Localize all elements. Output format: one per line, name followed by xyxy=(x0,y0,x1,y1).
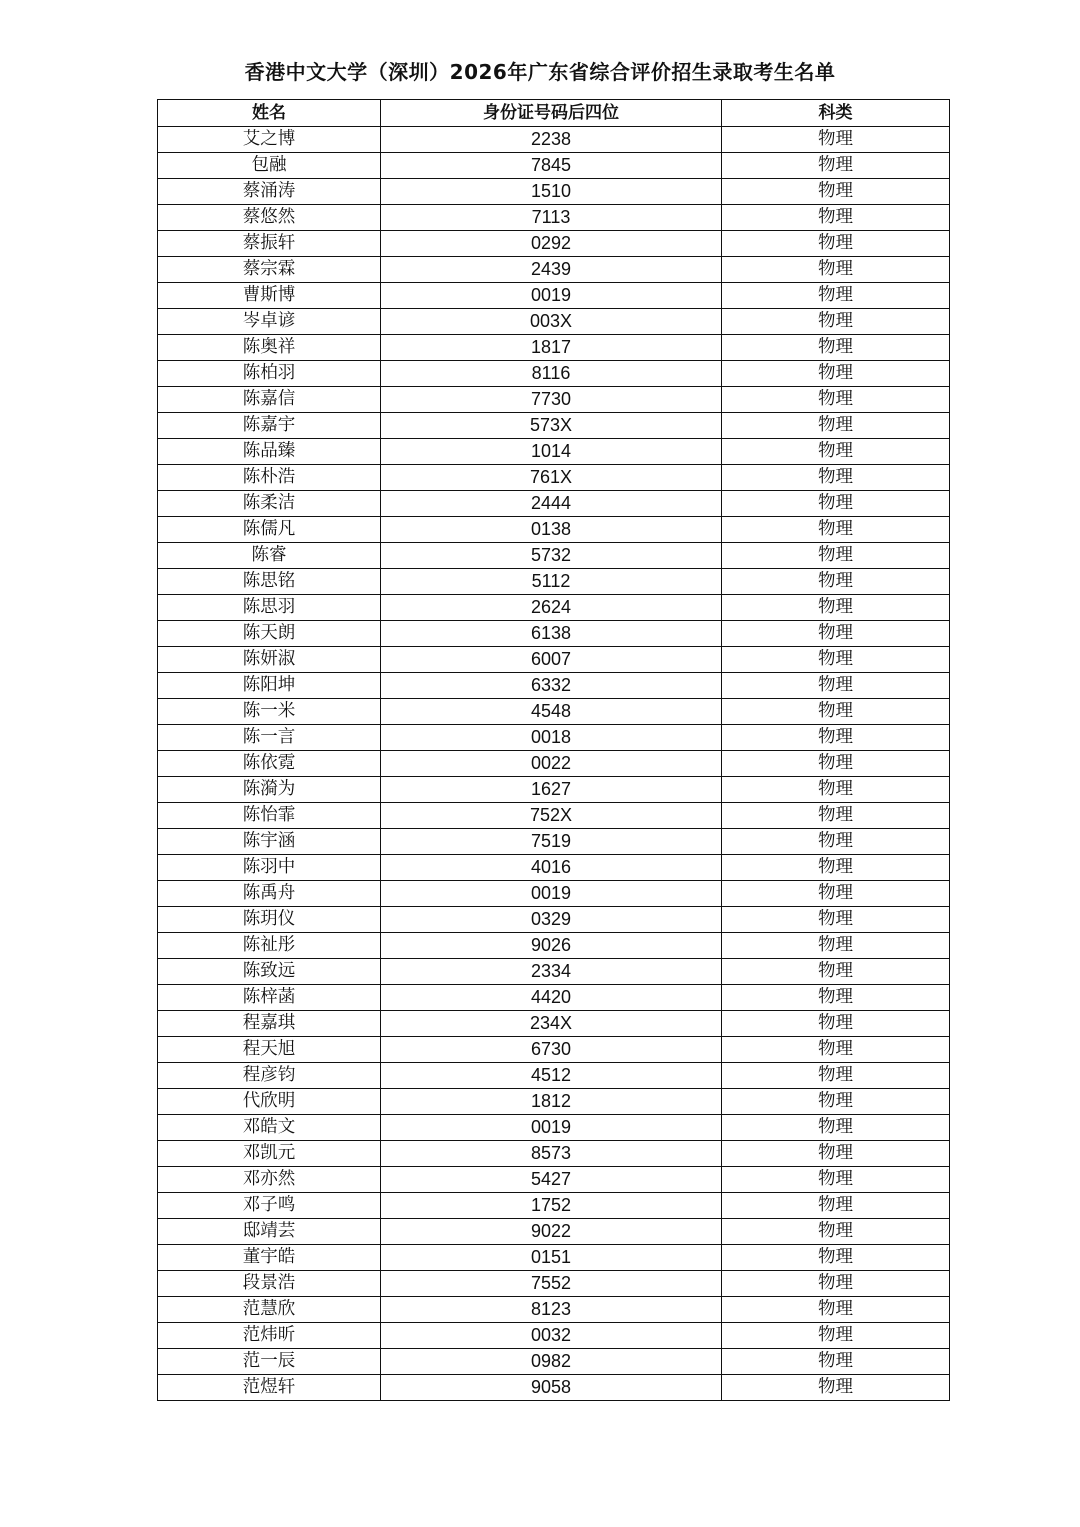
student-name-cell: 陈怡霏 xyxy=(158,803,381,829)
category-cell: 物理 xyxy=(722,881,950,907)
id-last4-cell: 0982 xyxy=(381,1349,722,1375)
table-row xyxy=(158,1245,950,1271)
student-name-cell: 程嘉琪 xyxy=(158,1011,381,1037)
category-cell: 物理 xyxy=(722,257,950,283)
student-name-cell: 岑卓谚 xyxy=(158,309,381,335)
table-row xyxy=(158,361,950,387)
table-row xyxy=(158,1349,950,1375)
id-last4-cell: 7845 xyxy=(381,153,722,179)
student-name-cell: 邓皓文 xyxy=(158,1115,381,1141)
table-row xyxy=(158,257,950,283)
category-cell: 物理 xyxy=(722,751,950,777)
student-name-cell: 陈漪为 xyxy=(158,777,381,803)
table-row xyxy=(158,153,950,179)
table-row xyxy=(158,673,950,699)
table-row xyxy=(158,621,950,647)
student-name-cell: 陈思羽 xyxy=(158,595,381,621)
id-last4-cell: 9058 xyxy=(381,1375,722,1401)
category-cell: 物理 xyxy=(722,855,950,881)
student-name-cell: 范煜轩 xyxy=(158,1375,381,1401)
category-cell: 物理 xyxy=(722,673,950,699)
table-row xyxy=(158,647,950,673)
id-last4-cell: 6730 xyxy=(381,1037,722,1063)
page-title: 香港中文大学（深圳）2026年广东省综合评价招生录取考生名单 xyxy=(244,60,836,84)
category-cell: 物理 xyxy=(722,335,950,361)
student-name-cell: 陈羽中 xyxy=(158,855,381,881)
student-name-cell: 陈一言 xyxy=(158,725,381,751)
table-row xyxy=(158,491,950,517)
id-last4-cell: 1812 xyxy=(381,1089,722,1115)
table-row xyxy=(158,933,950,959)
student-name-cell: 陈睿 xyxy=(158,543,381,569)
id-last4-cell: 7730 xyxy=(381,387,722,413)
table-row xyxy=(158,1115,950,1141)
table-row xyxy=(158,1063,950,1089)
table-row xyxy=(158,985,950,1011)
student-name-cell: 蔡宗霖 xyxy=(158,257,381,283)
table-row xyxy=(158,205,950,231)
table-row xyxy=(158,1037,950,1063)
student-name-cell: 陈儒凡 xyxy=(158,517,381,543)
category-cell: 物理 xyxy=(722,777,950,803)
table-row xyxy=(158,543,950,569)
category-cell: 物理 xyxy=(722,1375,950,1401)
id-last4-cell: 6138 xyxy=(381,621,722,647)
id-last4-cell: 573X xyxy=(381,413,722,439)
category-cell: 物理 xyxy=(722,543,950,569)
table-row xyxy=(158,309,950,335)
category-cell: 物理 xyxy=(722,959,950,985)
category-cell: 物理 xyxy=(722,829,950,855)
category-cell: 物理 xyxy=(722,439,950,465)
student-name-cell: 陈宇涵 xyxy=(158,829,381,855)
student-name-cell: 邓凯元 xyxy=(158,1141,381,1167)
id-last4-cell: 5732 xyxy=(381,543,722,569)
table-row xyxy=(158,569,950,595)
category-cell: 物理 xyxy=(722,231,950,257)
table-row xyxy=(158,517,950,543)
student-name-cell: 陈天朗 xyxy=(158,621,381,647)
id-last4-cell: 8123 xyxy=(381,1297,722,1323)
table-row xyxy=(158,803,950,829)
student-name-cell: 曹斯博 xyxy=(158,283,381,309)
student-name-cell: 陈嘉宇 xyxy=(158,413,381,439)
table-row xyxy=(158,959,950,985)
id-last4-cell: 2444 xyxy=(381,491,722,517)
id-last4-cell: 0329 xyxy=(381,907,722,933)
student-name-cell: 陈依霓 xyxy=(158,751,381,777)
category-cell: 物理 xyxy=(722,179,950,205)
category-cell: 物理 xyxy=(722,1037,950,1063)
id-last4-cell: 1510 xyxy=(381,179,722,205)
category-cell: 物理 xyxy=(722,1115,950,1141)
category-cell: 物理 xyxy=(722,647,950,673)
id-last4-cell: 1627 xyxy=(381,777,722,803)
student-name-cell: 陈致远 xyxy=(158,959,381,985)
student-name-cell: 陈品臻 xyxy=(158,439,381,465)
id-last4-cell: 6007 xyxy=(381,647,722,673)
category-cell: 物理 xyxy=(722,387,950,413)
table-row xyxy=(158,1271,950,1297)
student-name-cell: 蔡振轩 xyxy=(158,231,381,257)
category-cell: 物理 xyxy=(722,517,950,543)
category-cell: 物理 xyxy=(722,309,950,335)
table-row xyxy=(158,439,950,465)
table-row xyxy=(158,1141,950,1167)
id-last4-cell: 7113 xyxy=(381,205,722,231)
category-cell: 物理 xyxy=(722,621,950,647)
id-last4-cell: 4548 xyxy=(381,699,722,725)
category-cell: 物理 xyxy=(722,725,950,751)
category-cell: 物理 xyxy=(722,361,950,387)
student-name-cell: 程天旭 xyxy=(158,1037,381,1063)
id-last4-cell: 1014 xyxy=(381,439,722,465)
id-last4-cell: 8116 xyxy=(381,361,722,387)
student-name-cell: 邸靖芸 xyxy=(158,1219,381,1245)
student-name-cell: 邓子鸣 xyxy=(158,1193,381,1219)
student-name-cell: 范慧欣 xyxy=(158,1297,381,1323)
id-last4-cell: 6332 xyxy=(381,673,722,699)
category-cell: 物理 xyxy=(722,1011,950,1037)
student-name-cell: 程彦钧 xyxy=(158,1063,381,1089)
category-cell: 物理 xyxy=(722,153,950,179)
category-cell: 物理 xyxy=(722,1245,950,1271)
id-last4-cell: 4420 xyxy=(381,985,722,1011)
id-last4-cell: 0032 xyxy=(381,1323,722,1349)
category-cell: 物理 xyxy=(722,413,950,439)
id-last4-cell: 0019 xyxy=(381,1115,722,1141)
student-name-cell: 陈阳坤 xyxy=(158,673,381,699)
column-header-category: 科类 xyxy=(722,100,950,127)
category-cell: 物理 xyxy=(722,803,950,829)
table-row xyxy=(158,907,950,933)
category-cell: 物理 xyxy=(722,595,950,621)
id-last4-cell: 234X xyxy=(381,1011,722,1037)
category-cell: 物理 xyxy=(722,907,950,933)
category-cell: 物理 xyxy=(722,1323,950,1349)
id-last4-cell: 4512 xyxy=(381,1063,722,1089)
id-last4-cell: 0019 xyxy=(381,881,722,907)
table-row xyxy=(158,1167,950,1193)
category-cell: 物理 xyxy=(722,1219,950,1245)
category-cell: 物理 xyxy=(722,283,950,309)
table-row xyxy=(158,283,950,309)
id-last4-cell: 0019 xyxy=(381,283,722,309)
table-row xyxy=(158,855,950,881)
table-row xyxy=(158,777,950,803)
table-row xyxy=(158,387,950,413)
id-last4-cell: 761X xyxy=(381,465,722,491)
student-name-cell: 陈柔洁 xyxy=(158,491,381,517)
student-name-cell: 段景浩 xyxy=(158,1271,381,1297)
table-row xyxy=(158,1219,950,1245)
id-last4-cell: 0018 xyxy=(381,725,722,751)
table-row xyxy=(158,595,950,621)
id-last4-cell: 752X xyxy=(381,803,722,829)
id-last4-cell: 1752 xyxy=(381,1193,722,1219)
id-last4-cell: 0292 xyxy=(381,231,722,257)
category-cell: 物理 xyxy=(722,1141,950,1167)
id-last4-cell: 2238 xyxy=(381,127,722,153)
student-name-cell: 陈妍淑 xyxy=(158,647,381,673)
table-row xyxy=(158,335,950,361)
student-name-cell: 蔡涌涛 xyxy=(158,179,381,205)
id-last4-cell: 7519 xyxy=(381,829,722,855)
table-row xyxy=(158,1297,950,1323)
student-name-cell: 陈奥祥 xyxy=(158,335,381,361)
student-name-cell: 蔡悠然 xyxy=(158,205,381,231)
category-cell: 物理 xyxy=(722,1271,950,1297)
table-row xyxy=(158,1011,950,1037)
student-name-cell: 陈梓菡 xyxy=(158,985,381,1011)
student-name-cell: 陈一米 xyxy=(158,699,381,725)
student-name-cell: 邓亦然 xyxy=(158,1167,381,1193)
id-last4-cell: 2624 xyxy=(381,595,722,621)
id-last4-cell: 2439 xyxy=(381,257,722,283)
table-row xyxy=(158,231,950,257)
table-body xyxy=(158,127,950,1401)
category-cell: 物理 xyxy=(722,933,950,959)
student-name-cell: 陈嘉信 xyxy=(158,387,381,413)
student-name-cell: 陈朴浩 xyxy=(158,465,381,491)
category-cell: 物理 xyxy=(722,127,950,153)
table-row xyxy=(158,127,950,153)
student-name-cell: 范炜昕 xyxy=(158,1323,381,1349)
id-last4-cell: 5427 xyxy=(381,1167,722,1193)
student-name-cell: 艾之博 xyxy=(158,127,381,153)
id-last4-cell: 8573 xyxy=(381,1141,722,1167)
column-header-id-last4: 身份证号码后四位 xyxy=(381,100,722,127)
table-row xyxy=(158,699,950,725)
table-row xyxy=(158,179,950,205)
student-name-cell: 董宇皓 xyxy=(158,1245,381,1271)
id-last4-cell: 0138 xyxy=(381,517,722,543)
student-name-cell: 陈玥仪 xyxy=(158,907,381,933)
table-row xyxy=(158,829,950,855)
category-cell: 物理 xyxy=(722,1089,950,1115)
category-cell: 物理 xyxy=(722,985,950,1011)
category-cell: 物理 xyxy=(722,1297,950,1323)
student-name-cell: 陈祉彤 xyxy=(158,933,381,959)
table-row xyxy=(158,751,950,777)
table-header-row xyxy=(158,100,950,127)
category-cell: 物理 xyxy=(722,465,950,491)
student-name-cell: 范一辰 xyxy=(158,1349,381,1375)
student-name-cell: 代欣明 xyxy=(158,1089,381,1115)
table-row xyxy=(158,1323,950,1349)
id-last4-cell: 0022 xyxy=(381,751,722,777)
category-cell: 物理 xyxy=(722,1193,950,1219)
category-cell: 物理 xyxy=(722,1063,950,1089)
category-cell: 物理 xyxy=(722,699,950,725)
student-name-cell: 包融 xyxy=(158,153,381,179)
category-cell: 物理 xyxy=(722,205,950,231)
admission-list-table xyxy=(157,99,950,1401)
student-name-cell: 陈思铭 xyxy=(158,569,381,595)
id-last4-cell: 9022 xyxy=(381,1219,722,1245)
table-row xyxy=(158,1375,950,1401)
table-row xyxy=(158,881,950,907)
id-last4-cell: 2334 xyxy=(381,959,722,985)
table-row xyxy=(158,1193,950,1219)
student-name-cell: 陈禹舟 xyxy=(158,881,381,907)
id-last4-cell: 1817 xyxy=(381,335,722,361)
id-last4-cell: 9026 xyxy=(381,933,722,959)
id-last4-cell: 4016 xyxy=(381,855,722,881)
student-name-cell: 陈柏羽 xyxy=(158,361,381,387)
id-last4-cell: 5112 xyxy=(381,569,722,595)
category-cell: 物理 xyxy=(722,491,950,517)
id-last4-cell: 7552 xyxy=(381,1271,722,1297)
category-cell: 物理 xyxy=(722,1349,950,1375)
id-last4-cell: 003X xyxy=(381,309,722,335)
table-row xyxy=(158,413,950,439)
table-row xyxy=(158,465,950,491)
table-row xyxy=(158,725,950,751)
table-row xyxy=(158,1089,950,1115)
category-cell: 物理 xyxy=(722,569,950,595)
id-last4-cell: 0151 xyxy=(381,1245,722,1271)
category-cell: 物理 xyxy=(722,1167,950,1193)
column-header-name: 姓名 xyxy=(158,100,381,127)
